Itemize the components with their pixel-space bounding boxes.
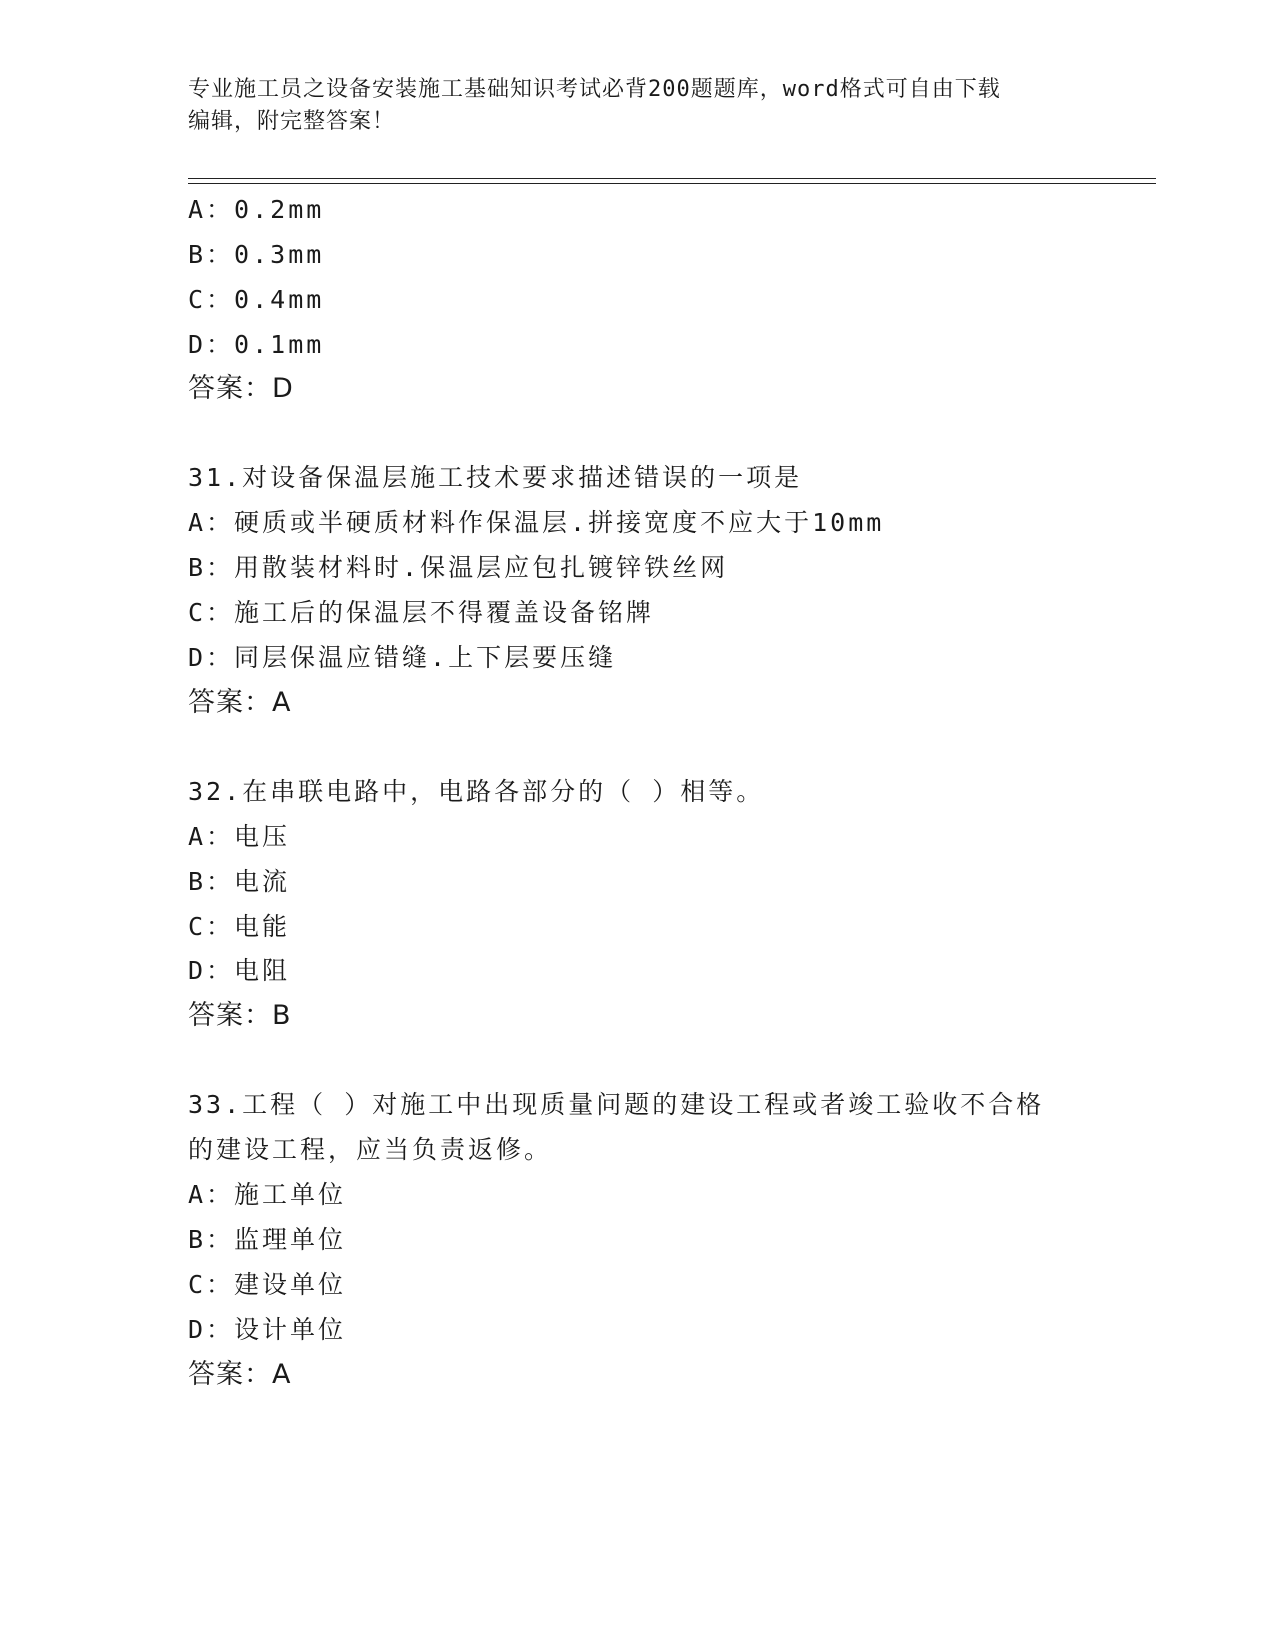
- q30-option-c: C：0.4mm: [188, 285, 325, 314]
- q30-option-b: B：0.3mm: [188, 240, 325, 269]
- q31-question: 31.对设备保温层施工技术要求描述错误的一项是: [188, 463, 803, 492]
- header-divider-bottom: [188, 183, 1156, 184]
- q32-question: 32.在串联电路中，电路各部分的（ ）相等。: [188, 777, 765, 806]
- header-divider-top: [188, 178, 1156, 179]
- q33-answer: 答案：A: [188, 1359, 292, 1390]
- q33-option-a: A：施工单位: [188, 1180, 347, 1209]
- q31-answer: 答案：A: [188, 687, 292, 718]
- q33-question-line-2: 的建设工程，应当负责返修。: [188, 1135, 553, 1164]
- q32-option-d: D：电阻: [188, 956, 291, 985]
- q31-option-b: B：用散装材料时.保温层应包扎镀锌铁丝网: [188, 553, 729, 582]
- document-header: [188, 74, 1068, 138]
- q33-option-b: B：监理单位: [188, 1225, 347, 1254]
- q30-answer: 答案：D: [188, 373, 294, 404]
- q31-option-c: C：施工后的保温层不得覆盖设备铭牌: [188, 598, 655, 627]
- q30-option-d: D：0.1mm: [188, 330, 325, 359]
- q33-option-c: C：建设单位: [188, 1270, 347, 1299]
- q32-option-a: A：电压: [188, 822, 291, 851]
- q32-answer: 答案：B: [188, 1000, 292, 1031]
- q32-option-c: C：电能: [188, 912, 291, 941]
- header-line-1: 专业施工员之设备安装施工基础知识考试必背200题题库，word格式可自由下载: [188, 77, 1001, 102]
- header-line-2: 编辑，附完整答案！: [188, 109, 396, 134]
- q31-option-d: D：同层保温应错缝.上下层要压缝: [188, 643, 617, 672]
- q33-question-line-1: 33.工程（ ）对施工中出现质量问题的建设工程或者竣工验收不合格: [188, 1090, 1045, 1119]
- q33-option-d: D：设计单位: [188, 1315, 347, 1344]
- q30-option-a: A：0.2mm: [188, 195, 325, 224]
- q32-option-b: B：电流: [188, 867, 291, 896]
- q31-option-a: A：硬质或半硬质材料作保温层.拼接宽度不应大于10mm: [188, 508, 885, 537]
